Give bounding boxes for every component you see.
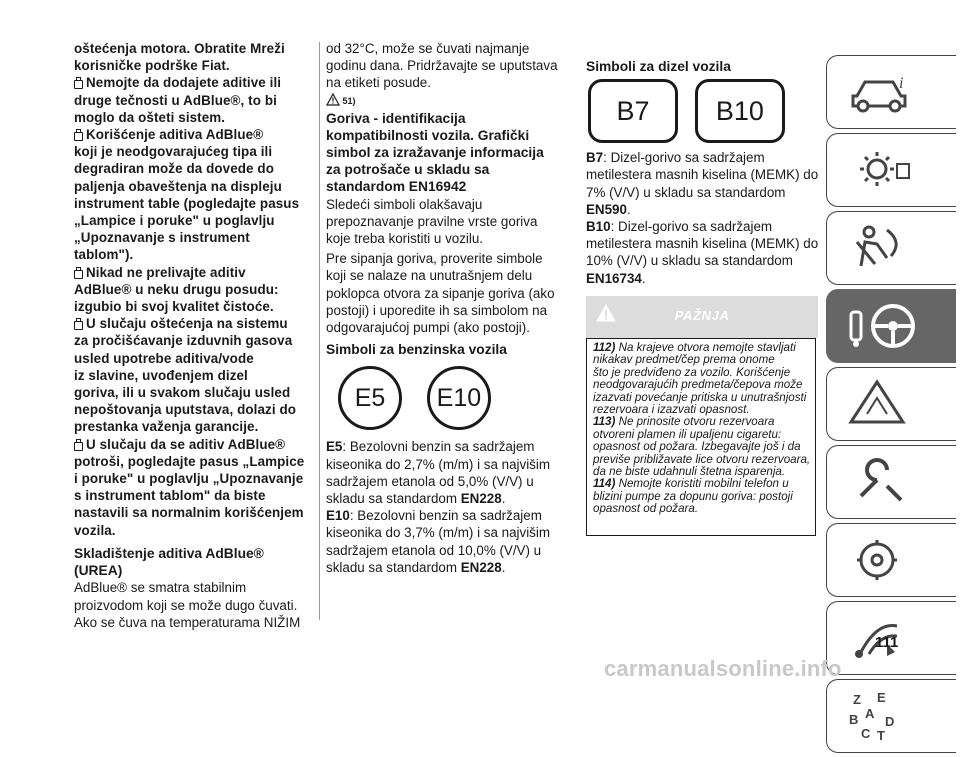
fuel-desc-line: B10: Dizel-gorivo sa sadržajem (586, 219, 773, 235)
fuel-symbol-b10: B10 (695, 79, 785, 143)
tab-dashboard-lights[interactable] (826, 133, 956, 207)
emergency-icon (847, 378, 917, 428)
fuel-symbol-b7: B7 (588, 79, 678, 143)
body-line: proizvodom koji se može dugo čuvati. (74, 597, 298, 613)
svg-text:T: T (877, 728, 885, 743)
index-icon (847, 690, 927, 744)
column-1 (74, 40, 314, 631)
dashboard-lights-icon (847, 144, 917, 194)
tab-technical-data[interactable] (826, 523, 956, 597)
intro-line: korisničke podrške Fiat. (74, 58, 230, 74)
fuel-desc-line: metilestera masnih kiselina (MEMK) do (586, 167, 819, 183)
section-heading: simbol za izražavanje informacija (326, 145, 544, 161)
body-line: Ako se čuva na temperaturama NIŽIM (74, 614, 301, 630)
bullet-line: koji je neodgovarajućeg tipa ili (74, 144, 273, 160)
section-heading: standardom EN16942 (326, 179, 467, 195)
reference-line (326, 92, 566, 110)
bullet-line: Nikad ne prelivajte aditiv (74, 264, 314, 281)
tab-emergency[interactable] (826, 367, 956, 441)
tab-car-info[interactable] (826, 55, 956, 129)
fuel-desc-line: skladu sa standardom EN228. (326, 559, 506, 575)
bookmark-icon (74, 440, 83, 450)
safety-airbag-icon (847, 222, 917, 272)
warning-item: 113) Ne prinosite otvoru rezervoara otvoreni plamen ili upaljenu cigaretu: opasnost od požara. Izbegavajte još i da previše približavate lice otvoru rezervoara, da ne biste udahnuli štetna isparenja. (593, 415, 811, 479)
body-line: Pre sipanja goriva, proverite simbole (326, 251, 543, 267)
fuel-desc-line: EN16734. (586, 270, 646, 286)
reference-number: 51) (342, 95, 356, 106)
bullet-line: druge tečnosti u AdBlue®, to bi (74, 92, 277, 108)
bullet-line: Korišćenje aditiva AdBlue® (74, 126, 314, 143)
maintenance-icon (847, 456, 917, 506)
tab-starting-driving[interactable] (826, 289, 956, 363)
bullet-line: potroši, pogledajte pasus „Lampice (74, 453, 305, 469)
body-line: prepoznavanje pravilne vrste goriva (326, 213, 538, 229)
section-heading: Simboli za dizel vozila (586, 59, 731, 74)
warning-title: PAŽNJA (674, 308, 730, 323)
warning-box (586, 338, 816, 536)
diesel-symbols (586, 79, 822, 143)
section-heading: (UREA) (74, 563, 123, 579)
bullet-line: i poruke" u poglavlju „Upoznavanje (74, 471, 304, 487)
bullet-line: vozila. (74, 522, 116, 538)
bullet-line: U slučaju da se aditiv AdBlue® (74, 436, 314, 453)
column-divider (319, 42, 320, 620)
bullet-line: Nemojte da dodajete aditive ili (74, 74, 314, 91)
svg-text:C: C (861, 726, 871, 741)
fuel-desc-line: sadržajem etanola od 10,0% (V/V) u (326, 542, 542, 558)
fuel-desc-line: E5: Bezolovni benzin sa sadržajem (326, 439, 535, 455)
bullet-line: prestanka važenja garancije. (74, 419, 259, 435)
column-3 (586, 58, 822, 287)
page-number: 111 (875, 634, 899, 651)
body-line: Sledeći simboli olakšavaju (326, 196, 483, 212)
chapter-tabs (826, 55, 956, 757)
fuel-desc-line: E10: Bezolovni benzin sa sadržajem (326, 508, 542, 524)
bullet-line: nastavili sa normalnim korišćenjem (74, 505, 304, 521)
warning-item: 114) Nemojte koristiti mobilni telefon u blizini pumpe za dopunu goriva: postoji opasnost od požara. (593, 477, 793, 516)
warning-banner (586, 296, 818, 338)
body-line: odgovarajućoj pumpi (ako postoji). (326, 320, 530, 336)
fuel-desc-line: kiseonika do 2,7% (m/m) i sa najvišim (326, 456, 550, 472)
bullet-line: usled upotrebe aditiva/vode (74, 350, 254, 366)
fuel-desc-line: B7: Dizel-gorivo sa sadržajem (586, 150, 765, 166)
fuel-desc-line: 7% (V/V) u skladu sa standardom (586, 184, 786, 200)
fuel-desc-line: skladu sa standardom EN228. (326, 491, 506, 507)
tab-index[interactable] (826, 679, 956, 753)
section-heading: Skladištenje aditiva AdBlue® (74, 545, 264, 561)
bullet-line: nepoštovanja uputstava, dolazi do (74, 402, 297, 418)
fuel-symbol-e10: E10 (427, 366, 491, 430)
watermark-footer: carmanualsonline.info (604, 656, 842, 681)
section-heading: Simboli za benzinska vozila (326, 342, 507, 358)
body-line: na etiketi posude. (326, 75, 431, 91)
tab-maintenance[interactable] (826, 445, 956, 519)
warning-item: 112) Na krajeve otvora nemojte stavljati nikakav predmet/čep prema onome što je predviđeno za vozilo. Korišćenje neodgovarajućih predmeta/čepova može izazvati povećanje pritiska u unutrašnjosti rezervoara i izazvati opasnost. (593, 341, 807, 417)
warning-triangle-icon (326, 93, 340, 106)
bullet-line: AdBlue® u neku drugu posudu: (74, 281, 279, 297)
body-line: postoji) i uporedite ih sa simbolom na (326, 302, 548, 318)
body-line: AdBlue® se smatra stabilnim (74, 580, 247, 596)
petrol-symbols (326, 366, 566, 430)
bullet-line: s instrument tablom" da biste (74, 488, 266, 504)
bookmark-icon (74, 268, 83, 278)
car-info-icon (847, 66, 917, 116)
bookmark-icon (74, 130, 83, 140)
starting-driving-icon (847, 300, 927, 354)
bullet-line: paljenja obaveštenja na displeju (74, 178, 282, 194)
fuel-desc-line: kiseonika do 3,7% (m/m) i sa najvišim (326, 525, 550, 541)
section-heading: kompatibilnosti vozila. Grafički (326, 127, 530, 143)
bullet-line: U slučaju oštećenja na sistemu (74, 315, 314, 332)
fuel-symbol-e5: E5 (338, 366, 402, 430)
tab-safety[interactable] (826, 211, 956, 285)
bullet-line: „Upoznavanje s instrument (74, 230, 250, 246)
technical-data-icon (847, 534, 917, 584)
body-line: koje treba koristiti u vozilu. (326, 231, 484, 247)
svg-text:A: A (865, 706, 875, 721)
section-heading: za potrošače u skladu sa (326, 162, 490, 178)
body-line: poklopca otvora za sipanje goriva (ako (326, 285, 555, 301)
bullet-line: „Lampice i poruke" u poglavlju (74, 213, 275, 229)
bullet-line: goriva, ili u svakom slučaju usled (74, 385, 291, 401)
fuel-desc-line: 10% (V/V) u skladu sa standardom (586, 253, 793, 269)
bullet-line: degradiran može da dovede do (74, 161, 274, 177)
body-line: godinu dana. Pridržavajte se uputstava (326, 58, 558, 74)
svg-text:Z: Z (853, 692, 861, 707)
svg-text:E: E (877, 690, 886, 705)
body-line: od 32°C, može se čuvati najmanje (326, 41, 530, 56)
svg-text:B: B (849, 712, 859, 727)
bullet-line: za pročišćavanje izduvnih gasova (74, 333, 293, 349)
column-2 (326, 40, 566, 576)
fuel-desc-line: metilestera masnih kiselina (MEMK) do (586, 236, 819, 252)
bullet-line: tablom"). (74, 247, 134, 263)
bookmark-icon (74, 78, 83, 88)
fuel-desc-line: EN590. (586, 201, 631, 217)
fuel-desc-line: sadržajem etanola od 5,0% (V/V) u (326, 473, 534, 489)
intro-line: oštećenja motora. Obratite Mreži (74, 41, 285, 56)
bullet-line: izgubio bi svoj kvalitet čistoće. (74, 299, 274, 315)
bookmark-icon (74, 319, 83, 329)
section-heading: Goriva - identifikacija (326, 110, 466, 126)
body-line: koji se nalaze na unutrašnjem delu (326, 268, 533, 284)
svg-text:D: D (885, 714, 895, 729)
svg-text:i: i (899, 75, 904, 92)
bullet-line: moglo da ošteti sistem. (74, 109, 226, 125)
bullet-line: instrument table (pogledajte pasus (74, 195, 300, 211)
bullet-line: iz slavine, uvođenjem dizel (74, 367, 248, 383)
